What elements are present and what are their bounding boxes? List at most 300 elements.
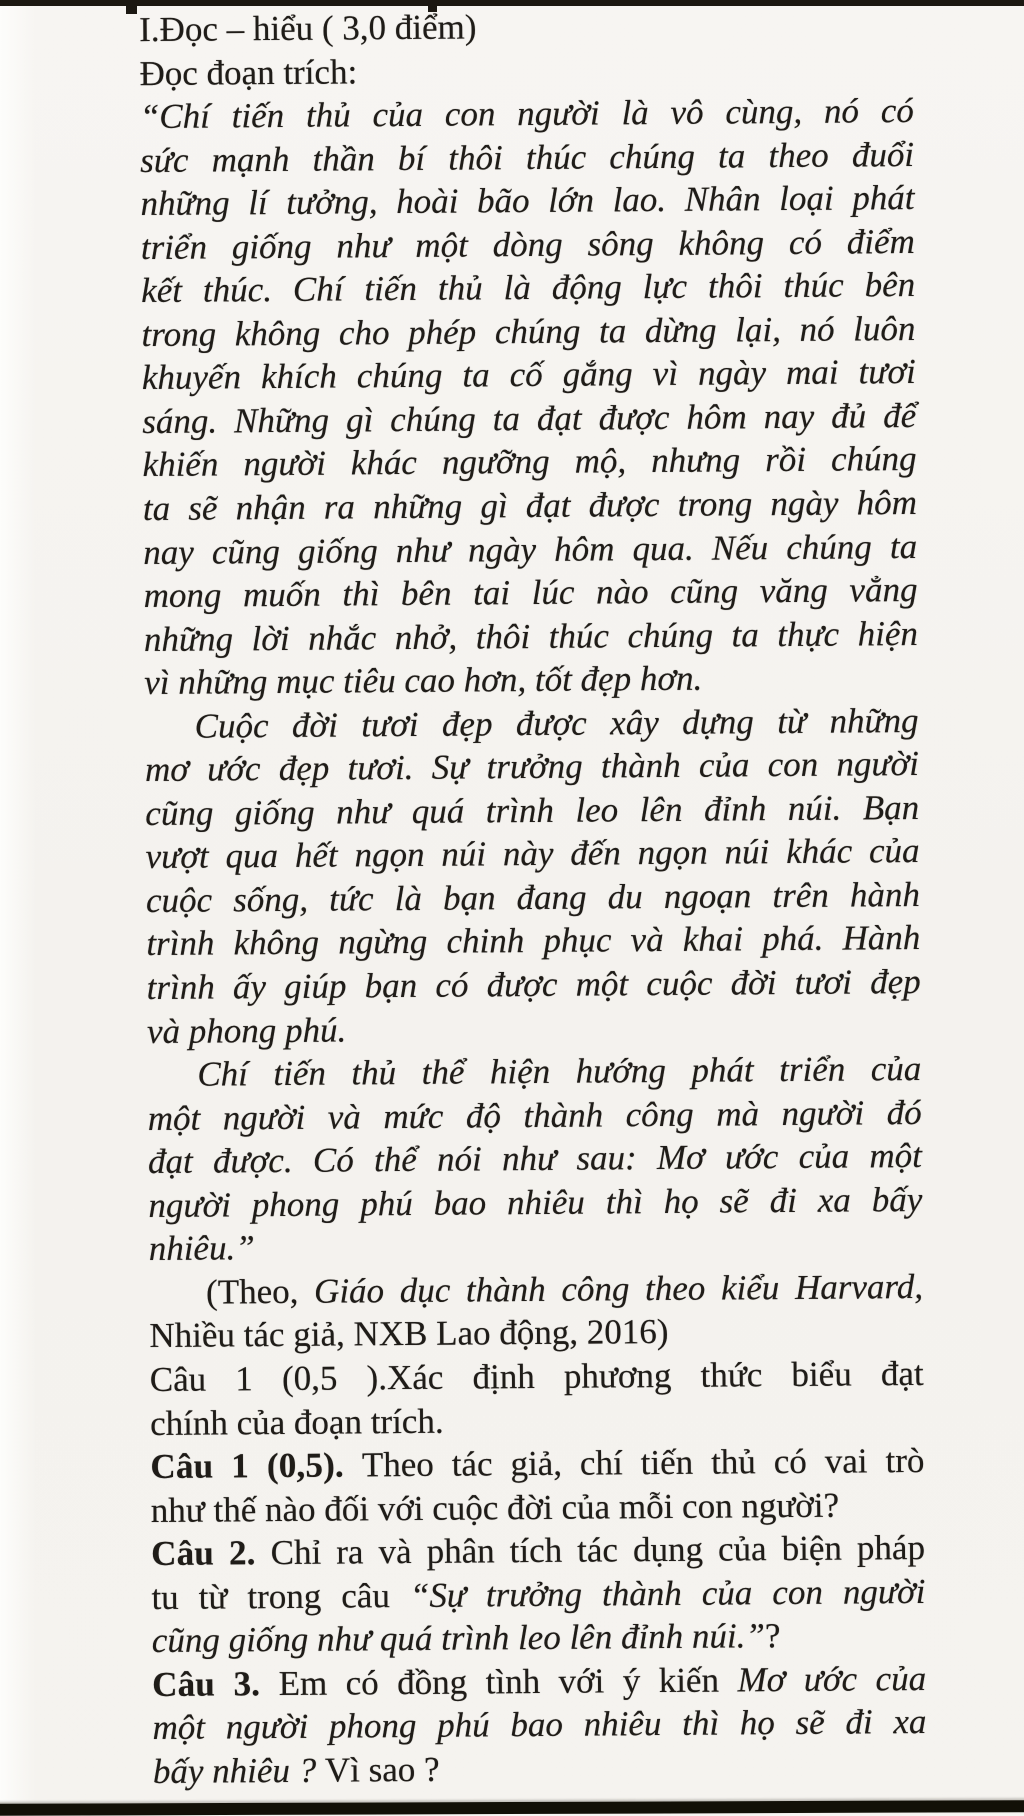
passage-paragraph-2-line (146, 873, 920, 923)
passage-paragraph-2-line (145, 742, 919, 792)
word: thì (342, 574, 380, 614)
word: đẹp (869, 961, 921, 1002)
word: đạt (536, 398, 582, 438)
word: thủ (351, 1053, 397, 1093)
word: tác (451, 1444, 493, 1484)
word: quá (411, 791, 465, 831)
word: phong (251, 1184, 340, 1224)
word: xây (610, 702, 659, 743)
passage-paragraph-1-line (140, 89, 914, 139)
word: có (788, 222, 823, 262)
word: Sự (431, 747, 469, 788)
word: Có (312, 1140, 354, 1180)
word: con (767, 745, 819, 785)
word: người (243, 444, 327, 484)
word: Câu (149, 1359, 207, 1399)
word: của (798, 1136, 850, 1177)
word: Nhân (684, 179, 761, 219)
word: hôm (686, 397, 747, 437)
word: khuyến (141, 357, 242, 398)
word: tươi. (347, 748, 414, 788)
word: đạt (147, 1141, 193, 1182)
word: thành (465, 1269, 546, 1310)
attribution-line (149, 1308, 923, 1358)
word: chúng (627, 615, 714, 655)
word: những (372, 486, 463, 527)
word: nào (595, 572, 649, 612)
question-1a-line (150, 1352, 924, 1402)
text-run: Vì sao ? (324, 1749, 440, 1790)
word: mạnh (211, 139, 290, 180)
word: dừng (644, 310, 717, 350)
word: nay (143, 532, 194, 572)
word: để (882, 395, 917, 436)
word: được (486, 964, 558, 1005)
word: gì (480, 486, 508, 526)
word: nhưng (650, 440, 741, 481)
word: muốn (242, 574, 321, 615)
word: tươi (794, 962, 853, 1002)
word: động (551, 267, 622, 308)
word: phong (328, 1706, 417, 1746)
word: Chí (292, 269, 344, 310)
word: thể (421, 1052, 465, 1093)
word: đời (730, 963, 777, 1003)
word: Câu (150, 1533, 215, 1574)
text-column (139, 2, 927, 1793)
passage-paragraph-3-line (147, 1047, 921, 1097)
word: lên (639, 789, 683, 830)
word: ngày (467, 529, 537, 570)
word: cuộc (646, 963, 713, 1004)
passage-paragraph-3-line (148, 1091, 922, 1141)
scan-edge-bottom (0, 1800, 1024, 1816)
word: của (698, 745, 750, 785)
word: dục (399, 1270, 451, 1310)
word: đi (769, 1180, 798, 1220)
word: ).Xác (366, 1357, 444, 1398)
word: chinh (446, 921, 525, 962)
word: trưởng (485, 1574, 583, 1615)
word: Cuộc (194, 705, 269, 746)
word: trò (885, 1440, 925, 1481)
word: chúng (830, 439, 917, 480)
word: hiện (489, 1051, 551, 1092)
word: trình (146, 967, 215, 1008)
word: phú (360, 1183, 413, 1224)
word: chí (579, 1443, 623, 1483)
word: là (621, 93, 649, 133)
word: văng (759, 570, 828, 611)
word: trưởng (486, 746, 583, 787)
text-run: Đọc đoạn trích: (139, 51, 358, 93)
word: Nếu (711, 527, 769, 568)
scan-notch (126, 6, 137, 14)
word: Mơ (656, 1137, 705, 1178)
passage-paragraph-1-line (142, 394, 916, 444)
passage-paragraph-1-line (141, 220, 915, 270)
word: kiến (658, 1660, 720, 1700)
word: Hành (842, 918, 921, 959)
passage-paragraph-3-line (149, 1221, 923, 1271)
passage-paragraph-1-line (141, 263, 915, 313)
word: qua. (632, 528, 694, 568)
word: bạn (442, 878, 496, 918)
word: ngọn (637, 833, 708, 873)
word: khiến (142, 444, 219, 485)
word: Câu (152, 1664, 216, 1704)
passage-paragraph-2-line (145, 786, 919, 836)
word: mà (716, 1093, 760, 1134)
word: ngừng (338, 922, 428, 963)
word: của (875, 1658, 927, 1699)
word: một (147, 1098, 201, 1138)
word: đi (845, 1702, 873, 1742)
word: đồng (397, 1662, 468, 1702)
word: nó (823, 91, 860, 131)
word: nhiêu (506, 1182, 585, 1222)
word: của (717, 1529, 767, 1569)
word: độ (465, 1095, 502, 1136)
word: một (869, 1136, 923, 1176)
word: sáng. (142, 401, 218, 441)
word: sống, (233, 879, 309, 920)
word: bên (400, 573, 452, 614)
word: du (607, 877, 643, 917)
word: ta (462, 355, 490, 395)
word: ngọn (354, 835, 425, 875)
word: ta (731, 614, 759, 655)
word: Bạn (862, 787, 920, 828)
word: theo (768, 135, 829, 175)
word: tác (577, 1530, 619, 1570)
text-run: bấy nhiêu ? (152, 1750, 326, 1791)
word: biện (781, 1528, 843, 1569)
word: hoài (396, 181, 459, 222)
word: Harvard, (794, 1266, 924, 1307)
passage-paragraph-1-line (144, 612, 918, 662)
passage-paragraph-1-line (143, 568, 917, 618)
word: trong (141, 314, 217, 354)
word: lại, (735, 309, 782, 350)
passage-paragraph-2-line (147, 1004, 921, 1054)
passage-paragraph-1-line (143, 525, 917, 575)
word: tu (151, 1577, 179, 1617)
question-2-line (152, 1613, 926, 1663)
word: “Sự (409, 1575, 467, 1615)
text-run: ? (764, 1616, 781, 1656)
word: những (143, 619, 234, 659)
word: ngưỡng (441, 442, 550, 483)
passage-paragraph-1-line (142, 437, 916, 487)
word: đỉnh (703, 789, 767, 829)
word: gì (345, 400, 374, 440)
word: trình (146, 923, 215, 964)
word: (0,5 (281, 1358, 338, 1398)
question-3-line (153, 1744, 927, 1794)
word: thành (601, 1573, 682, 1614)
word: trong (677, 484, 753, 524)
question-1b-line (150, 1439, 924, 1489)
word: ta (142, 488, 171, 529)
word: nói (436, 1139, 482, 1179)
passage-paragraph-3-line (148, 1178, 922, 1228)
word: ước (803, 1659, 858, 1699)
word: thúc (525, 137, 587, 177)
text-run: nhiêu.” (148, 1228, 255, 1269)
passage-paragraph-1-line (143, 481, 917, 531)
word: khai (682, 919, 744, 960)
word: lực (642, 267, 688, 307)
word: thủ (305, 95, 351, 135)
word: phép (408, 312, 477, 352)
word: có (880, 91, 914, 131)
word: đến (570, 833, 621, 874)
word: giống (231, 226, 312, 267)
word: thức (700, 1355, 763, 1395)
question-3-line (152, 1700, 926, 1750)
word: người (517, 93, 600, 134)
word: người (148, 1185, 232, 1225)
word: một (415, 225, 468, 265)
word: triển (779, 1049, 846, 1090)
word: hành (849, 874, 921, 915)
word: thôi (707, 266, 763, 306)
word: những (140, 183, 230, 224)
word: dựng (682, 702, 754, 742)
word: con (772, 1572, 824, 1612)
word: thúc (783, 265, 844, 306)
word: núi (441, 834, 487, 875)
word: hôm (553, 528, 615, 569)
word: lí (248, 183, 268, 223)
word: đời (291, 705, 339, 745)
word: giúp (284, 966, 347, 1006)
passage-paragraph-2-line (144, 699, 918, 749)
text-run: I.Đọc – hiểu ( 3,0 điểm) (139, 7, 477, 50)
word: là (503, 268, 531, 308)
word: hết (294, 835, 338, 876)
word: Mơ (737, 1659, 786, 1700)
word: mong (143, 575, 222, 616)
word: hôm (856, 482, 918, 523)
word: gắng (562, 354, 633, 395)
word: triển (140, 227, 208, 267)
word: bao (433, 1183, 487, 1223)
word: thần (312, 138, 375, 179)
word: của (870, 1049, 922, 1089)
word: hiện (857, 613, 919, 654)
word: tức (329, 879, 374, 919)
word: tiến (364, 269, 418, 309)
word: hướng (575, 1051, 667, 1091)
word: trong (247, 1576, 322, 1616)
scan-left-light-edge (0, 6, 36, 1802)
word: có (435, 965, 469, 1005)
word: lời (251, 618, 290, 658)
word: Chí (197, 1054, 249, 1094)
word: dụng (632, 1529, 704, 1570)
word: không (233, 923, 320, 963)
word: luôn (853, 308, 916, 349)
word: phát (691, 1050, 754, 1090)
word: phân (426, 1531, 495, 1571)
word: thúc (548, 616, 610, 656)
word: Chỉ (270, 1532, 322, 1573)
text-run: vì những mục tiêu cao hơn, tốt đẹp hơn. (144, 658, 703, 703)
word: 3. (233, 1663, 261, 1704)
word: câu (341, 1575, 391, 1616)
word: Những (233, 400, 330, 441)
word: cho (338, 312, 390, 353)
word: nó (799, 309, 835, 349)
passage-paragraph-1-line (140, 176, 914, 226)
word: leo (575, 790, 619, 830)
word: được (515, 703, 587, 743)
word: 2. (228, 1533, 256, 1573)
word: cũng (211, 531, 281, 572)
word: thể (373, 1140, 417, 1180)
word: phá. (762, 919, 824, 959)
section-heading-line (139, 2, 913, 52)
question-1a-line (150, 1395, 924, 1445)
word: nhận (235, 487, 306, 528)
word: như (336, 225, 391, 266)
word: bão (476, 181, 530, 221)
word: kết (141, 271, 183, 311)
word: vai (824, 1441, 868, 1481)
word: mơ (144, 749, 190, 790)
word: phát (852, 178, 915, 218)
word: phục (543, 920, 612, 961)
word: không (678, 222, 765, 263)
word: bên (864, 265, 916, 305)
word: lúc (531, 572, 575, 613)
word: Em (278, 1663, 328, 1703)
word: giống (297, 530, 378, 571)
word: dòng (492, 224, 563, 265)
word: vẳng (849, 570, 918, 610)
word: ý (622, 1660, 641, 1701)
text-run: cũng giống như quá trình leo lên đỉnh núi.” (151, 1616, 766, 1661)
word: đạt (880, 1353, 924, 1394)
word: sẽ (795, 1703, 825, 1743)
question-1b-line (151, 1483, 925, 1533)
word: của (701, 1572, 753, 1613)
word: Câu (150, 1446, 214, 1487)
word: tiến (231, 96, 285, 136)
word: đang (516, 877, 587, 918)
word: và (630, 920, 664, 960)
word: một (152, 1707, 206, 1748)
word: thủ (437, 268, 483, 309)
word: có (773, 1441, 807, 1482)
text-run: chính của đoạn trích. (149, 1401, 444, 1443)
word: người (842, 1571, 926, 1612)
word: được (598, 397, 670, 438)
word: bao (510, 1705, 564, 1745)
word: vô (670, 92, 704, 132)
word: phú (437, 1705, 490, 1746)
word: khích (260, 356, 337, 397)
word: chúng (356, 356, 443, 396)
word: cùng, (725, 91, 803, 132)
word: núi (724, 832, 770, 872)
passage-paragraph-1-line (142, 350, 916, 400)
word: thì (605, 1181, 643, 1222)
word: của (868, 831, 920, 871)
word: thực (777, 614, 840, 654)
text-run: như thế nào đối với cuộc đời của mỗi con người? (150, 1485, 840, 1530)
word: là (394, 878, 423, 919)
passage-paragraph-2-line (146, 916, 920, 966)
word: mức (383, 1096, 444, 1136)
word: đuổi (851, 134, 915, 175)
word: vượt (145, 836, 209, 877)
word: thôi (448, 137, 503, 178)
word: không (234, 313, 321, 354)
text-run: Nhiều tác giả, NXB Lao động, 2016) (149, 1312, 669, 1356)
word: người (836, 744, 920, 784)
word: chúng (390, 399, 476, 440)
word: ngày (770, 483, 839, 524)
word: tích (509, 1530, 563, 1571)
word: qua (225, 836, 279, 876)
word: từ (198, 1577, 228, 1617)
word: ta (717, 135, 746, 176)
word: nay (763, 396, 815, 437)
word: con (444, 94, 496, 134)
word: tiến (273, 1053, 327, 1094)
word: công (561, 1269, 630, 1309)
word: đủ (830, 396, 867, 436)
word: này (502, 834, 554, 874)
word: tưởng, (286, 182, 378, 223)
word: thúc. (202, 270, 273, 310)
word: tươi (361, 704, 419, 745)
passage-paragraph-1-line (140, 133, 914, 183)
word: đẹp (278, 748, 330, 789)
word: ngày (697, 353, 767, 394)
word: biểu (791, 1354, 852, 1394)
word: với (558, 1661, 605, 1701)
question-2-line (151, 1526, 925, 1576)
word: kiểu (720, 1267, 780, 1308)
word: người (222, 1097, 306, 1138)
word: như (395, 530, 451, 570)
word: công (625, 1094, 694, 1134)
word: “Chí (139, 96, 211, 137)
word: Theo (361, 1444, 434, 1485)
word: lớn (547, 180, 595, 221)
word: bạn (364, 965, 418, 1006)
word: 1 (231, 1446, 250, 1486)
word: người (781, 1093, 865, 1133)
word: từ (777, 701, 807, 741)
word: có (345, 1663, 379, 1703)
word: ấy (232, 967, 267, 1007)
word: điểm (846, 221, 915, 262)
word: sau: (576, 1138, 637, 1178)
word: theo (644, 1268, 706, 1308)
word: (0,5). (266, 1445, 345, 1486)
word: một (575, 964, 629, 1004)
word: 1 (235, 1359, 253, 1399)
word: cũng (145, 793, 214, 833)
word: lao. (612, 180, 667, 220)
word: cố (509, 355, 543, 395)
word: như (501, 1139, 557, 1179)
